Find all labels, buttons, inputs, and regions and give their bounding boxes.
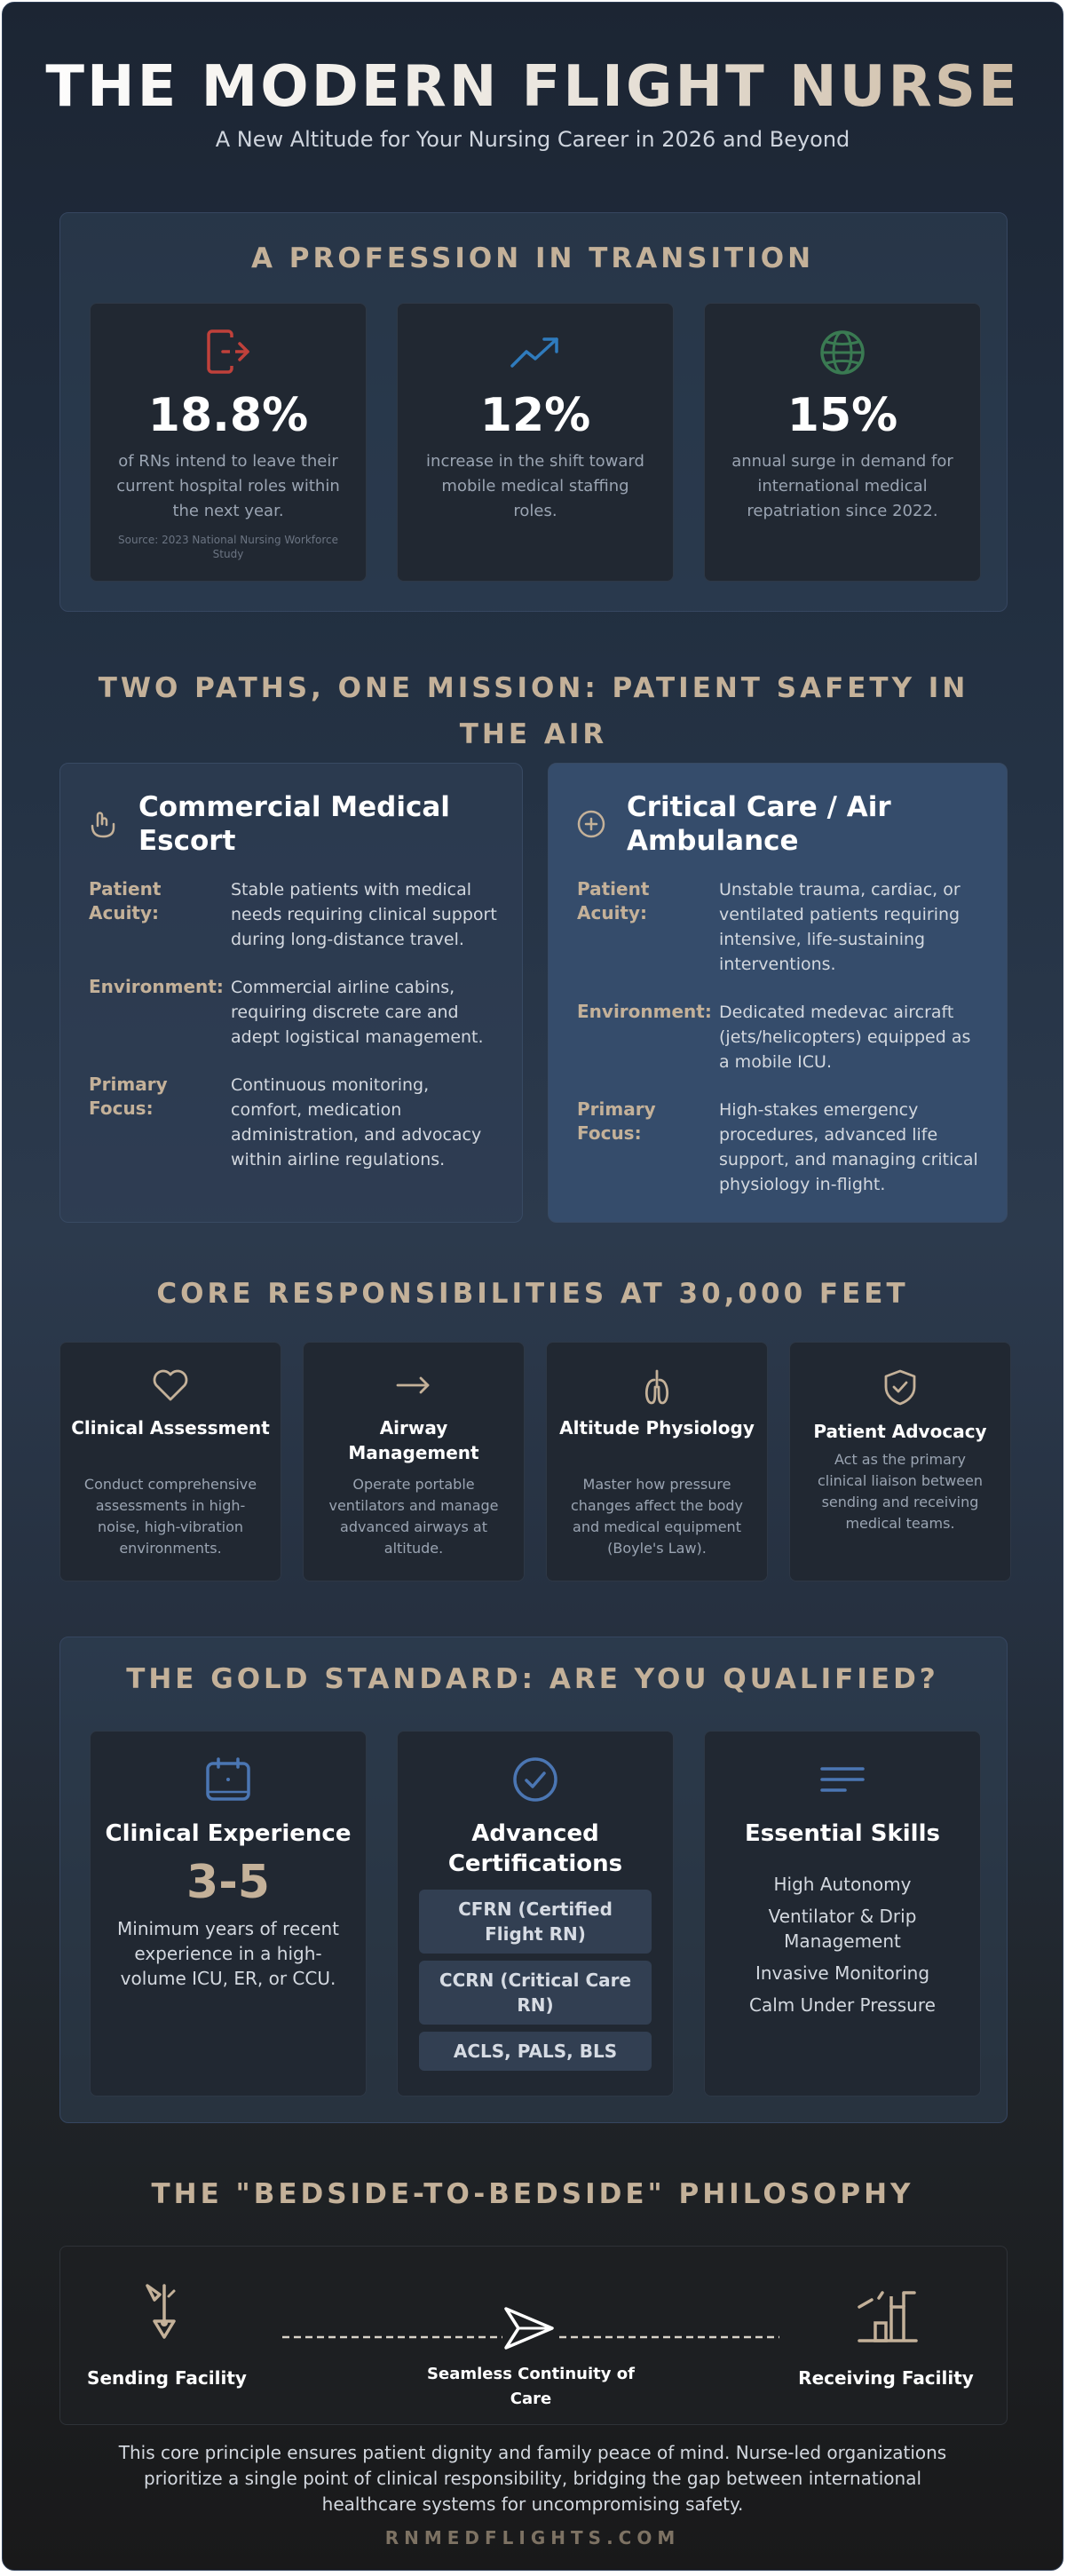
- stat-description: of RNs intend to leave their current hospital roles within the next year.: [116, 452, 340, 520]
- continuity-label: Seamless Continuity of Care: [427, 2365, 635, 2408]
- receiving-facility-label: Receiving Facility: [798, 2367, 974, 2389]
- transition-title: A PROFESSION IN TRANSITION: [250, 242, 815, 274]
- qualification-title: Essential Skills: [745, 1820, 940, 1847]
- lungs-icon: [547, 1367, 767, 1410]
- experience-years: 3-5: [186, 1856, 270, 1909]
- qualification-title: Clinical Experience: [105, 1820, 352, 1847]
- row-text: High-stakes emergency procedures, advanced life support, and managing critical physiology in-flight.: [719, 1100, 978, 1194]
- row-label: Patient Acuity:: [89, 878, 162, 923]
- row-text: Unstable trauma, cardiac, or ventilated patients requiring intensive, life-sustaining interventions.: [719, 880, 960, 974]
- row-text: Dedicated medevac aircraft (jets/helicopters) equipped as a mobile ICU.: [719, 1003, 971, 1072]
- skill-item: Invasive Monitoring: [755, 1962, 930, 1984]
- certification-badge: CCRN (Critical Care RN): [419, 1961, 652, 2025]
- row-label: Environment:: [89, 976, 224, 997]
- philosophy-text: This core principle ensures patient dignity and family peace of mind. Nurse-led organizations prioritize a single point of clinical responsibility, bridging the gap between international healthcare systems for uncompromising safety.: [118, 2442, 947, 2515]
- globe-icon: [705, 329, 980, 380]
- trend-up-icon: [398, 329, 673, 380]
- stat-description: increase in the shift toward mobile medical staffing roles.: [426, 452, 644, 520]
- row-text: Stable patients with medical needs requiring clinical support during long-distance travel.: [231, 880, 497, 949]
- skill-item: Ventilator & Drip Management: [768, 1906, 917, 1952]
- check-circle-icon: [398, 1756, 673, 1806]
- commercial-escort-card: [59, 763, 523, 1223]
- row-label: Patient Acuity:: [577, 878, 650, 923]
- stat-source: Source: 2023 National Nursing Workforce Study: [118, 534, 338, 560]
- page-title: THE MODERN FLIGHT NURSE: [3, 54, 1063, 120]
- qualification-title: Advanced Certifications: [447, 1820, 623, 1877]
- certification-badge: CFRN (Certified Flight RN): [419, 1890, 652, 1954]
- responsibility-title: Airway Management: [348, 1417, 479, 1463]
- experience-description: Minimum years of recent experience in a high-volume ICU, ER, or CCU.: [117, 1918, 339, 1989]
- bedside-flow: [59, 2246, 1008, 2425]
- lines-icon: [705, 1756, 980, 1806]
- skills-card: [704, 1731, 981, 2096]
- heart-icon: [60, 1367, 281, 1407]
- infographic-page: [2, 2, 1063, 2571]
- stat-card: [704, 303, 981, 582]
- arrow-right-icon: [304, 1367, 524, 1407]
- exit-icon: [91, 329, 366, 380]
- plus-circle-icon: [575, 808, 607, 840]
- row-label: Environment:: [577, 1001, 712, 1022]
- stat-description: annual surge in demand for international medical repatriation since 2022.: [731, 452, 953, 520]
- row-label: Primary Focus:: [577, 1098, 656, 1144]
- shield-check-icon: [790, 1367, 1010, 1410]
- stat-value: 15%: [787, 389, 898, 442]
- critical-care-card: [548, 763, 1008, 1223]
- sending-facility-icon: [142, 2282, 186, 2344]
- calendar-icon: [91, 1756, 366, 1806]
- responsibility-description: Master how pressure changes affect the body and medical equipment (Boyle's Law).: [570, 1476, 744, 1557]
- page-subtitle: A New Altitude for Your Nursing Career in 2026 and Beyond: [215, 127, 850, 152]
- responsibility-title: Patient Advocacy: [813, 1421, 987, 1442]
- responsibility-title: Altitude Physiology: [559, 1417, 755, 1439]
- responsibility-title: Clinical Assessment: [71, 1417, 270, 1439]
- certifications-card: [397, 1731, 674, 2096]
- receiving-facility-icon: [856, 2286, 920, 2348]
- responsibility-card: [303, 1342, 525, 1581]
- footer-website[interactable]: RNMEDFLIGHTS.COM: [384, 2527, 681, 2548]
- responsibility-description: Conduct comprehensive assessments in high-noise, high-vibration environments.: [83, 1476, 257, 1557]
- philosophy-title: THE "BEDSIDE-TO-BEDSIDE" PHILOSOPHY: [151, 2178, 914, 2210]
- row-text: Commercial airline cabins, requiring discrete care and adept logistical management.: [231, 978, 484, 1047]
- skill-item: Calm Under Pressure: [749, 1994, 936, 2016]
- responsibility-description: Act as the primary clinical liaison between sending and receiving medical teams.: [817, 1451, 984, 1532]
- paper-plane-icon: [502, 2303, 556, 2357]
- stat-card: [90, 303, 367, 582]
- stat-value: 18.8%: [147, 389, 309, 442]
- responsibility-card: [789, 1342, 1011, 1581]
- responsibilities-title: CORE RESPONSIBILITIES AT 30,000 FEET: [156, 1278, 909, 1310]
- path-title: Critical Care / Air Ambulance: [627, 791, 891, 857]
- experience-card: [90, 1731, 367, 2096]
- path-title: Commercial Medical Escort: [138, 791, 450, 857]
- skill-item: High Autonomy: [773, 1874, 912, 1895]
- row-label: Primary Focus:: [89, 1074, 168, 1119]
- stat-card: [397, 303, 674, 582]
- hand-icon: [87, 808, 119, 840]
- sending-facility-label: Sending Facility: [87, 2367, 247, 2389]
- responsibility-card: [59, 1342, 281, 1581]
- responsibility-description: Operate portable ventilators and manage advanced airways at altitude.: [328, 1476, 499, 1557]
- responsibility-card: [546, 1342, 768, 1581]
- paths-title: TWO PATHS, ONE MISSION: PATIENT SAFETY IN THE AIR: [98, 672, 969, 750]
- certification-badge: ACLS, PALS, BLS: [419, 2032, 652, 2071]
- qualifications-title: THE GOLD STANDARD: ARE YOU QUALIFIED?: [126, 1663, 939, 1695]
- row-text: Continuous monitoring, comfort, medication administration, and advocacy within airline regulations.: [231, 1075, 482, 1169]
- stat-value: 12%: [479, 389, 591, 442]
